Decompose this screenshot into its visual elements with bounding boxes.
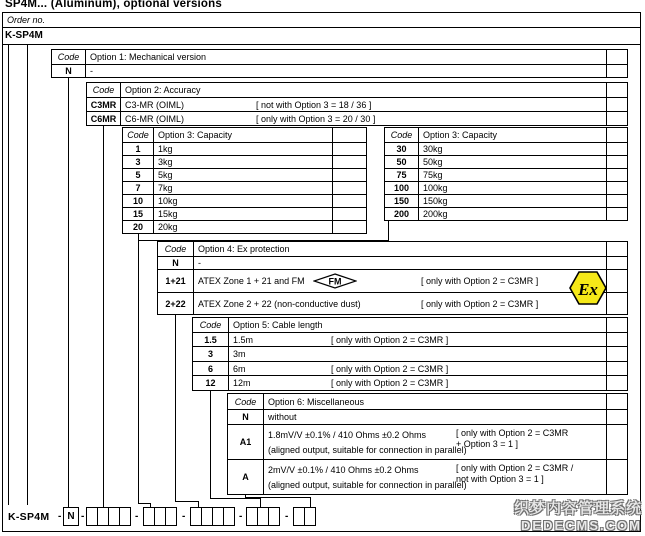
- capacity-row-end-cell: [606, 143, 627, 155]
- capacity-row-end-cell: [606, 156, 627, 168]
- option5-end-cell: [606, 318, 627, 332]
- order-code-separator: -: [285, 511, 289, 522]
- option4-title: Option 4: Ex protection: [198, 244, 290, 254]
- option6-row-note: [456, 463, 611, 485]
- order-code-box: [268, 507, 280, 526]
- option5-row-end-cell: [606, 362, 627, 375]
- option1-code-header: Code: [52, 50, 86, 64]
- order-code-group-option3: [143, 507, 177, 526]
- option2-row-note: [ not with Option 3 = 18 / 36 ]: [256, 99, 372, 110]
- option2-row-desc-cell: [121, 112, 606, 125]
- connector-opt2: [103, 124, 104, 507]
- capacity-row-end-cell: [606, 195, 627, 207]
- capacity-row-desc-cell: [154, 195, 332, 207]
- order-code-box: [119, 507, 131, 526]
- option6-row-code: A1: [228, 425, 264, 459]
- option5-row-code: 3: [193, 347, 229, 361]
- option3b-code-header: Code: [385, 128, 419, 142]
- capacity-row-code: 200: [385, 208, 419, 220]
- option4-row-end-cell: [606, 257, 627, 269]
- option3b-title: Option 3: Capacity: [423, 130, 498, 140]
- option2-row-desc: C3-MR (OIML): [125, 99, 184, 110]
- capacity-row-end-cell: [332, 169, 366, 181]
- order-code-separator: -: [239, 511, 243, 522]
- watermark-line1: 织梦内容管理系统: [513, 500, 642, 517]
- capacity-row-desc: 30kg: [423, 144, 443, 154]
- option4-row-code: 1+21: [158, 270, 194, 292]
- option4-row-desc-cell: [194, 270, 606, 292]
- option2-title: Option 2: Accuracy: [125, 85, 201, 95]
- option4-row-code: 2+22: [158, 293, 194, 314]
- option4-row-code: N: [158, 257, 194, 269]
- option2-end-cell: [606, 83, 627, 97]
- option2-row-code: C6MR: [87, 112, 121, 125]
- option1-end-cell: [606, 50, 627, 64]
- option5-row-end-cell: [606, 347, 627, 361]
- option5-row-desc-cell: [229, 333, 606, 346]
- option5-row-desc: 1.5m: [233, 334, 254, 345]
- order-code-group-option5: [246, 507, 280, 526]
- option4-row-desc: ATEX Zone 1 + 21 and FM: [198, 276, 305, 286]
- option5-row-note: [ only with Option 2 = C3MR ]: [331, 378, 449, 388]
- option3a-title: Option 3: Capacity: [158, 130, 233, 140]
- option5-row-code: 1.5: [193, 333, 229, 346]
- option5-title-cell: [229, 318, 606, 332]
- capacity-row-desc: 5kg: [158, 170, 173, 180]
- watermark: [514, 497, 642, 533]
- option6-code-header: Code: [228, 394, 264, 409]
- capacity-row-desc: 75kg: [423, 170, 443, 180]
- capacity-row-desc-cell: [154, 208, 332, 220]
- order-code-group-option4: [190, 507, 235, 526]
- capacity-row-end-cell: [606, 208, 627, 220]
- option1-row-end-cell: [606, 65, 627, 77]
- capacity-row-desc-cell: [419, 143, 606, 155]
- capacity-row-code: 7: [123, 182, 154, 194]
- capacity-row-desc-cell: [154, 143, 332, 155]
- order-code-separator: -: [58, 511, 62, 522]
- atex-ex-icon: [569, 271, 607, 305]
- option1-title: Option 1: Mechanical version: [90, 52, 207, 62]
- capacity-row-end-cell: [332, 195, 366, 207]
- option5-row-desc-cell: [229, 362, 606, 375]
- order-code-separator: -: [182, 511, 186, 522]
- capacity-row-desc: 7kg: [158, 183, 173, 193]
- option6-end-cell: [606, 394, 627, 409]
- order-no-divider: [2, 27, 641, 28]
- option4-row-desc: ATEX Zone 2 + 22 (non-conductive dust): [198, 298, 361, 309]
- connector-base-2: [27, 44, 28, 505]
- capacity-row-code: 5: [123, 169, 154, 181]
- option5-row-end-cell: [606, 333, 627, 346]
- option5-row-desc: 12m: [233, 378, 251, 388]
- fm-approval-icon: [313, 273, 357, 289]
- connector-opt4: [175, 313, 176, 502]
- order-code-model-label: K-SP4M: [8, 511, 50, 523]
- option4-end-cell: [606, 242, 627, 256]
- order-code-group-option6: [293, 507, 316, 526]
- capacity-row-end-cell: [332, 221, 366, 233]
- connector-opt1: [68, 76, 69, 507]
- option6-row-subdesc: (aligned output, suitable for connection in parallel): [268, 445, 467, 455]
- option2-row-desc-cell: [121, 98, 606, 111]
- capacity-row-desc-cell: [154, 221, 332, 233]
- option6-table: [227, 393, 628, 495]
- option6-row-note-line2: not with Option 3 = 1 ]: [456, 474, 544, 484]
- option5-row-code: 6: [193, 362, 229, 375]
- connector-opt5: [210, 389, 211, 499]
- option5-row-desc: 6m: [233, 363, 246, 374]
- option4-row-end-cell: [606, 293, 627, 314]
- option5-row-note: [ only with Option 2 = C3MR ]: [331, 363, 449, 374]
- connector-opt6-drop: [310, 497, 311, 507]
- capacity-row-desc-cell: [419, 208, 606, 220]
- option4-row-desc-cell: [194, 257, 606, 269]
- capacity-row-desc-cell: [154, 182, 332, 194]
- option3a-code-header: Code: [123, 128, 154, 142]
- option5-title: Option 5: Cable length: [233, 320, 323, 330]
- option4-title-cell: [194, 242, 606, 256]
- capacity-row-code: 30: [385, 143, 419, 155]
- option6-row-note-line2: + Option 3 = 1 ]: [456, 439, 519, 449]
- option6-row-code: N: [228, 410, 264, 424]
- option5-row-code: 12: [193, 376, 229, 390]
- order-code-box: [223, 507, 235, 526]
- capacity-row-desc-cell: [154, 156, 332, 168]
- option4-row-note: [ only with Option 2 = C3MR ]: [421, 298, 539, 309]
- capacity-row-desc: 1kg: [158, 144, 173, 154]
- option1-row-desc: -: [90, 66, 93, 76]
- option4-row-note: [ only with Option 2 = C3MR ]: [421, 276, 539, 286]
- connector-opt3: [138, 232, 139, 504]
- connector-opt3b-stub: [388, 219, 389, 240]
- option1-row-desc-cell: [86, 65, 606, 77]
- option4-code-header: Code: [158, 242, 194, 256]
- option4-table: [157, 241, 628, 315]
- option2-row-code: C3MR: [87, 98, 121, 111]
- capacity-row-end-cell: [606, 169, 627, 181]
- watermark-line2: DEDECMS.COM: [521, 518, 642, 533]
- connector-base-1: [8, 44, 9, 505]
- capacity-row-code: 20: [123, 221, 154, 233]
- option6-title: Option 6: Miscellaneous: [268, 396, 365, 407]
- capacity-row-end-cell: [332, 156, 366, 168]
- connector-opt6-jog: [245, 497, 311, 498]
- capacity-row-end-cell: [332, 182, 366, 194]
- capacity-row-code: 150: [385, 195, 419, 207]
- capacity-row-desc-cell: [419, 195, 606, 207]
- capacity-row-code: 50: [385, 156, 419, 168]
- order-code-group-option2: [86, 507, 131, 526]
- option5-row-desc: 3m: [233, 349, 246, 359]
- option2-row-note: [ only with Option 3 = 20 / 30 ]: [256, 113, 376, 124]
- option6-row-desc-cell: [264, 425, 606, 459]
- option6-row-note-line1: [ only with Option 2 = C3MR /: [456, 463, 574, 473]
- option5-row-note: [ only with Option 2 = C3MR ]: [331, 334, 449, 345]
- option6-row-code: A: [228, 460, 264, 494]
- model-header-label: K-SP4M: [5, 30, 43, 41]
- connector-opt5-drop: [260, 498, 261, 507]
- option3-right-table: [384, 127, 628, 221]
- capacity-row-desc: 3kg: [158, 157, 173, 167]
- option6-row-note-line1: [ only with Option 2 = C3MR: [456, 428, 569, 438]
- order-code-fixed-box: N: [63, 507, 79, 526]
- option3a-end-cell: [332, 128, 366, 142]
- capacity-row-end-cell: [606, 182, 627, 194]
- option2-table: [86, 82, 628, 126]
- capacity-row-desc-cell: [419, 169, 606, 181]
- option3-left-table: [122, 127, 367, 234]
- option5-row-desc-cell: [229, 376, 606, 390]
- order-code-box: [304, 507, 316, 526]
- option3b-end-cell: [606, 128, 627, 142]
- order-code-separator: -: [135, 511, 139, 522]
- option4-row-desc: -: [198, 258, 201, 268]
- capacity-row-end-cell: [332, 143, 366, 155]
- option5-table: [192, 317, 628, 391]
- option5-row-desc-cell: [229, 347, 606, 361]
- capacity-row-code: 3: [123, 156, 154, 168]
- model-divider: [2, 44, 641, 45]
- option6-row-subdesc: (aligned output, suitable for connection in parallel): [268, 480, 467, 490]
- option5-code-header: Code: [193, 318, 229, 332]
- option2-row-end-cell: [606, 112, 627, 125]
- option5-row-end-cell: [606, 376, 627, 390]
- option1-row-code: N: [52, 65, 86, 77]
- order-code-box: [165, 507, 177, 526]
- capacity-row-code: 10: [123, 195, 154, 207]
- fm-label: FM: [328, 276, 342, 287]
- option3a-title-cell: [154, 128, 332, 142]
- option6-row-desc: 2mV/V ±0.1% / 410 Ohms ±0.2 Ohms: [268, 465, 419, 475]
- capacity-row-desc: 10kg: [158, 196, 178, 206]
- connector-opt4-jog: [175, 501, 199, 502]
- option6-row-desc-cell: [264, 410, 606, 424]
- capacity-row-end-cell: [332, 208, 366, 220]
- connector-opt5-jog: [210, 498, 261, 499]
- capacity-row-desc: 15kg: [158, 209, 178, 219]
- option2-row-desc: C6-MR (OIML): [125, 113, 184, 124]
- option4-row-desc-cell: [194, 293, 606, 314]
- capacity-row-code: 100: [385, 182, 419, 194]
- option2-row-end-cell: [606, 98, 627, 111]
- option6-row-end-cell: [606, 410, 627, 424]
- option6-row-note: [456, 428, 611, 450]
- option2-code-header: Code: [87, 83, 121, 97]
- capacity-row-desc: 200kg: [423, 209, 448, 219]
- capacity-row-desc-cell: [154, 169, 332, 181]
- capacity-row-desc: 50kg: [423, 157, 443, 167]
- option4-row-end-cell: [606, 270, 627, 292]
- option1-table: [51, 49, 628, 78]
- option6-row-desc: without: [268, 412, 297, 422]
- capacity-row-desc-cell: [419, 156, 606, 168]
- option6-row-desc-cell: [264, 460, 606, 494]
- capacity-row-code: 75: [385, 169, 419, 181]
- option3b-title-cell: [419, 128, 606, 142]
- order-code-separator: -: [81, 511, 85, 522]
- capacity-row-code: 1: [123, 143, 154, 155]
- order-no-label: Order no.: [7, 15, 46, 25]
- ex-label: Ex: [578, 280, 598, 299]
- option6-title-cell: [264, 394, 606, 409]
- page-title: SP4M... (Aluminum), optional versions: [5, 0, 222, 10]
- capacity-row-code: 15: [123, 208, 154, 220]
- capacity-row-desc: 150kg: [423, 196, 448, 206]
- capacity-row-desc: 100kg: [423, 183, 448, 193]
- capacity-row-desc: 20kg: [158, 222, 178, 232]
- option2-title-cell: [121, 83, 606, 97]
- option6-row-desc: 1.8mV/V ±0.1% / 410 Ohms ±0.2 Ohms: [268, 430, 426, 440]
- option1-title-cell: [86, 50, 606, 64]
- capacity-row-desc-cell: [419, 182, 606, 194]
